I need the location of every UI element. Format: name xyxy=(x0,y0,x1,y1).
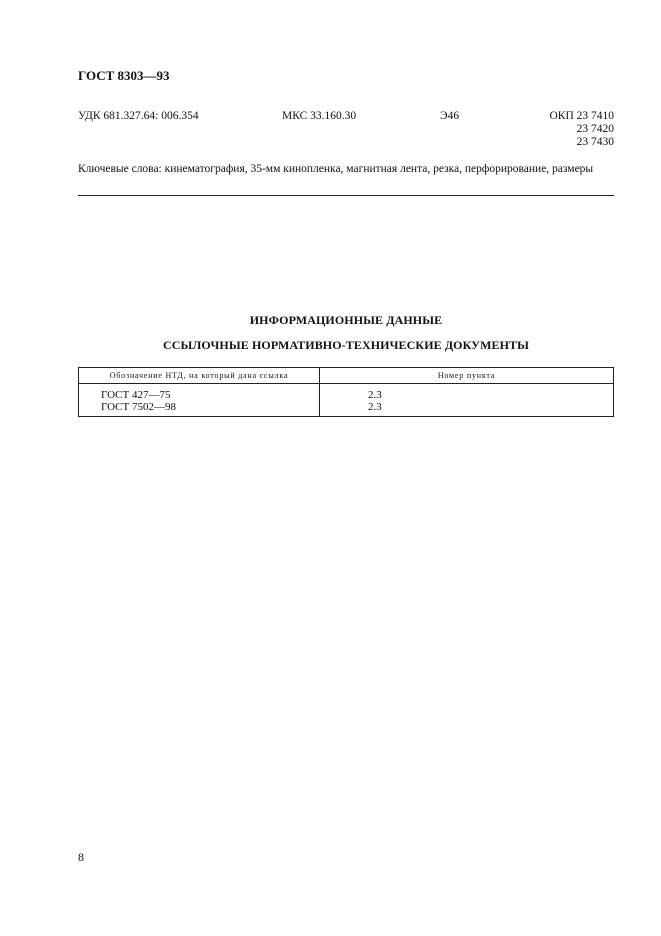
classification-row xyxy=(78,110,614,154)
udk-code: УДК 681.327.64: 006.354 xyxy=(78,110,199,122)
refs-title: ССЫЛОЧНЫЕ НОРМАТИВНО-ТЕХНИЧЕСКИЕ ДОКУМЕНТЫ xyxy=(162,338,530,352)
document-code: ГОСТ 8303—93 xyxy=(78,68,170,83)
refs-table xyxy=(78,367,614,417)
ref-doc: ГОСТ 427—75 xyxy=(101,389,171,401)
okp-code: ОКП 23 7410 xyxy=(549,110,614,122)
column-header: Обозначение НТД, на который дана ссылка xyxy=(79,368,320,384)
ref-doc: ГОСТ 7502—98 xyxy=(101,401,176,413)
table-row xyxy=(79,401,614,417)
page-number: 8 xyxy=(78,850,84,864)
group-code: Э46 xyxy=(440,110,460,122)
okp-codes xyxy=(549,110,614,149)
table-header-row xyxy=(79,368,614,384)
okp-code: 23 7420 xyxy=(576,123,614,135)
mks-code: МКС 33.160.30 xyxy=(282,110,357,122)
info-title: ИНФОРМАЦИОННЫЕ ДАННЫЕ xyxy=(249,313,443,327)
okp-code: 23 7430 xyxy=(576,136,614,148)
keywords: Ключевые слова: кинематография, 35-мм кинопленка, магнитная лента, резка, перфорирование, размеры xyxy=(78,163,594,175)
table-row xyxy=(79,384,614,402)
column-header: Номер пункта xyxy=(320,368,614,384)
ref-clause: 2.3 xyxy=(368,401,382,413)
divider xyxy=(78,195,614,196)
ref-clause: 2.3 xyxy=(368,389,382,401)
